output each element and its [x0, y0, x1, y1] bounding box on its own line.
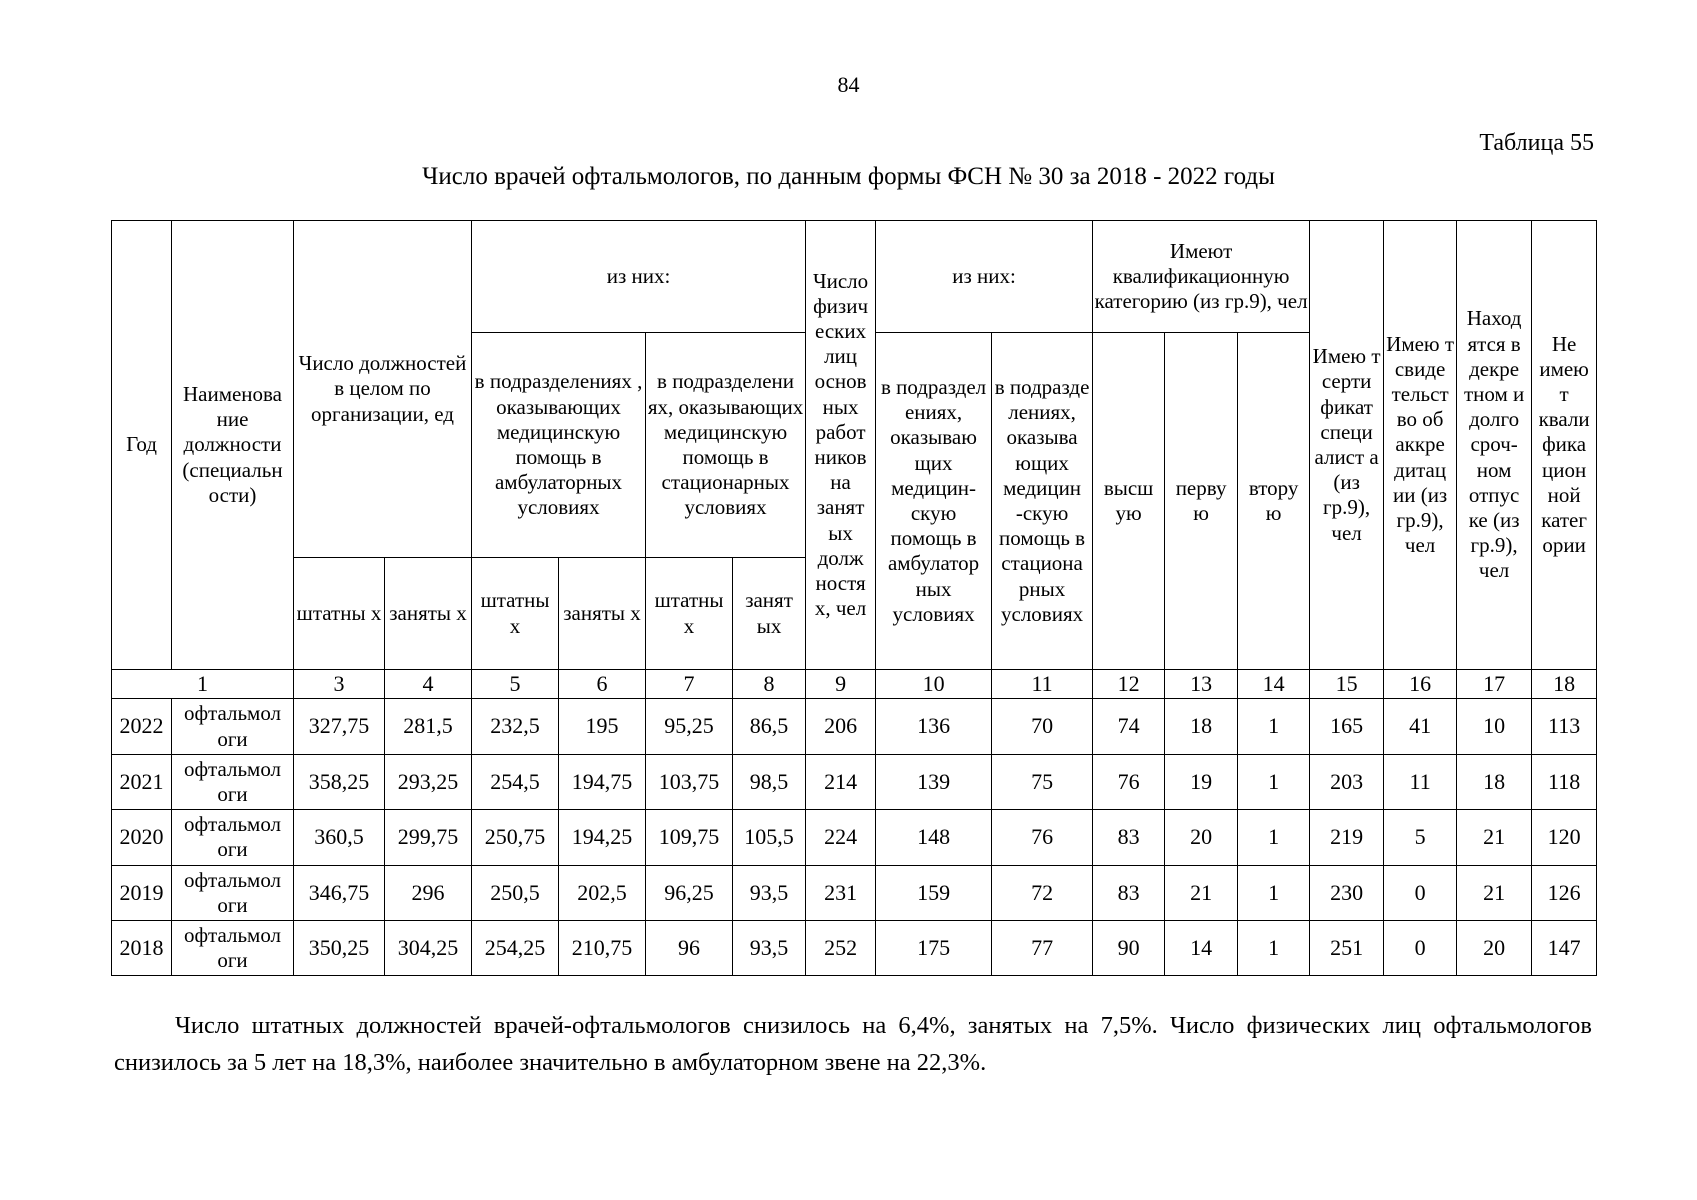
column-number: 12 — [1093, 670, 1165, 699]
header-first: перву ю — [1165, 333, 1238, 670]
table-row — [112, 920, 1597, 975]
cell-col-3: 358,25 — [294, 754, 385, 809]
cell-col-5: 254,25 — [472, 920, 559, 975]
cell-col-12: 83 — [1093, 810, 1165, 865]
cell-col-7: 95,25 — [646, 699, 733, 754]
row-year: 2020 — [112, 810, 172, 865]
header-position-name: Наименова ние должности (специальн ости) — [172, 221, 294, 670]
row-position-name: офтальмол оги — [172, 754, 294, 809]
cell-col-6: 210,75 — [559, 920, 646, 975]
header-occupied-6: заняты х — [559, 558, 646, 670]
page-number: 84 — [837, 72, 860, 97]
cell-col-15: 203 — [1310, 754, 1384, 809]
header-inpatient-units: в подразделени ях, оказывающих медицинскую помощь в стационарных условиях — [646, 333, 806, 558]
header-highest: высш ую — [1093, 333, 1165, 670]
table-row — [112, 810, 1597, 865]
column-number: 18 — [1532, 670, 1597, 699]
cell-col-15: 251 — [1310, 920, 1384, 975]
cell-col-17: 21 — [1457, 865, 1532, 920]
table-row — [112, 754, 1597, 809]
cell-col-11: 77 — [992, 920, 1093, 975]
cell-col-13: 21 — [1165, 865, 1238, 920]
table-label: Таблица 55 — [1479, 130, 1594, 156]
cell-col-9: 224 — [806, 810, 876, 865]
header-pp-inpatient: в подразде лениях, оказыва ющих медицин -скую помощь в стациона рных условиях — [992, 333, 1093, 670]
cell-col-7: 103,75 — [646, 754, 733, 809]
column-number: 16 — [1384, 670, 1457, 699]
table-body — [112, 699, 1597, 976]
cell-col-13: 14 — [1165, 920, 1238, 975]
cell-col-11: 76 — [992, 810, 1093, 865]
cell-col-6: 202,5 — [559, 865, 646, 920]
cell-col-3: 327,75 — [294, 699, 385, 754]
ophthalmologists-table — [111, 220, 1597, 976]
row-position-name: офтальмол оги — [172, 865, 294, 920]
row-position-name: офтальмол оги — [172, 920, 294, 975]
header-of-them-1: из них: — [472, 221, 806, 333]
header-outpatient-units: в подразделениях , оказывающих медицинскую помощь в амбулаторных условиях — [472, 333, 646, 558]
column-number: 6 — [559, 670, 646, 699]
cell-col-6: 194,25 — [559, 810, 646, 865]
cell-col-7: 109,75 — [646, 810, 733, 865]
cell-col-18: 147 — [1532, 920, 1597, 975]
cell-col-16: 0 — [1384, 865, 1457, 920]
cell-col-9: 252 — [806, 920, 876, 975]
cell-col-15: 230 — [1310, 865, 1384, 920]
table-title: Число врачей офтальмологов, по данным формы ФСН № 30 за 2018 - 2022 годы — [422, 163, 1275, 190]
cell-col-3: 346,75 — [294, 865, 385, 920]
cell-col-14: 1 — [1238, 920, 1310, 975]
cell-col-4: 293,25 — [385, 754, 472, 809]
column-number: 11 — [992, 670, 1093, 699]
header-of-them-2: из них: — [876, 221, 1093, 333]
cell-col-9: 214 — [806, 754, 876, 809]
row-year: 2019 — [112, 865, 172, 920]
cell-col-16: 5 — [1384, 810, 1457, 865]
cell-col-8: 93,5 — [733, 920, 806, 975]
cell-col-10: 139 — [876, 754, 992, 809]
header-leave: Наход ятся в декре тном и долго сроч- ном отпус ке (из гр.9), чел — [1457, 221, 1532, 670]
cell-col-12: 90 — [1093, 920, 1165, 975]
cell-col-8: 105,5 — [733, 810, 806, 865]
cell-col-18: 113 — [1532, 699, 1597, 754]
cell-col-4: 281,5 — [385, 699, 472, 754]
row-year: 2018 — [112, 920, 172, 975]
cell-col-18: 120 — [1532, 810, 1597, 865]
header-second: втору ю — [1238, 333, 1310, 670]
cell-col-6: 195 — [559, 699, 646, 754]
header-occupied-4: заняты х — [385, 558, 472, 670]
cell-col-16: 11 — [1384, 754, 1457, 809]
cell-col-3: 360,5 — [294, 810, 385, 865]
column-number: 15 — [1310, 670, 1384, 699]
cell-col-5: 232,5 — [472, 699, 559, 754]
row-year: 2022 — [112, 699, 172, 754]
summary-paragraph: Число штатных должностей врачей-офтальмологов снизилось на 6,4%, занятых на 7,5%. Число физических лиц офтальмологов снизилось за 5 лет на 18,3%, наиболее значительно в амбулаторном звене на 22,3%. — [114, 1012, 1592, 1076]
cell-col-13: 18 — [1165, 699, 1238, 754]
header-staff-5: штатны х — [472, 558, 559, 670]
table-row — [112, 865, 1597, 920]
header-certificate: Имею т серти фикат специ алист а (из гр.9), чел — [1310, 221, 1384, 670]
cell-col-5: 254,5 — [472, 754, 559, 809]
cell-col-4: 296 — [385, 865, 472, 920]
cell-col-13: 20 — [1165, 810, 1238, 865]
column-number: 7 — [646, 670, 733, 699]
header-year: Год — [112, 221, 172, 670]
cell-col-10: 136 — [876, 699, 992, 754]
cell-col-10: 175 — [876, 920, 992, 975]
column-number: 1 — [112, 670, 294, 699]
cell-col-11: 75 — [992, 754, 1093, 809]
header-no-category: Не имею т квали фика цион ной катег ории — [1532, 221, 1597, 670]
cell-col-5: 250,75 — [472, 810, 559, 865]
cell-col-13: 19 — [1165, 754, 1238, 809]
cell-col-7: 96 — [646, 920, 733, 975]
cell-col-12: 74 — [1093, 699, 1165, 754]
cell-col-6: 194,75 — [559, 754, 646, 809]
cell-col-14: 1 — [1238, 699, 1310, 754]
cell-col-17: 18 — [1457, 754, 1532, 809]
cell-col-8: 98,5 — [733, 754, 806, 809]
header-staff-7: штатны х — [646, 558, 733, 670]
header-accreditation: Имею т свиде тельст во об аккре дитац ии (из гр.9), чел — [1384, 221, 1457, 670]
column-number: 13 — [1165, 670, 1238, 699]
header-staff-3: штатны х — [294, 558, 385, 670]
column-number: 5 — [472, 670, 559, 699]
cell-col-14: 1 — [1238, 865, 1310, 920]
column-number: 17 — [1457, 670, 1532, 699]
cell-col-4: 299,75 — [385, 810, 472, 865]
cell-col-18: 118 — [1532, 754, 1597, 809]
header-qualification: Имеют квалификационную категорию (из гр.9), чел — [1093, 221, 1310, 333]
cell-col-12: 83 — [1093, 865, 1165, 920]
cell-col-17: 20 — [1457, 920, 1532, 975]
cell-col-7: 96,25 — [646, 865, 733, 920]
cell-col-3: 350,25 — [294, 920, 385, 975]
cell-col-11: 70 — [992, 699, 1093, 754]
cell-col-10: 148 — [876, 810, 992, 865]
cell-col-4: 304,25 — [385, 920, 472, 975]
cell-col-9: 231 — [806, 865, 876, 920]
cell-col-17: 21 — [1457, 810, 1532, 865]
cell-col-16: 0 — [1384, 920, 1457, 975]
cell-col-12: 76 — [1093, 754, 1165, 809]
table-row — [112, 699, 1597, 754]
header-occupied-8: занят ых — [733, 558, 806, 670]
cell-col-14: 1 — [1238, 810, 1310, 865]
header-positions-total: Число должностей в целом по организации, ед — [294, 221, 472, 558]
cell-col-8: 86,5 — [733, 699, 806, 754]
column-number: 10 — [876, 670, 992, 699]
cell-col-18: 126 — [1532, 865, 1597, 920]
header-pp-outpatient: в подраздел ениях, оказываю щих медицин- скую помощь в амбулатор ных условиях — [876, 333, 992, 670]
column-number: 14 — [1238, 670, 1310, 699]
cell-col-10: 159 — [876, 865, 992, 920]
row-position-name: офтальмол оги — [172, 699, 294, 754]
column-number: 9 — [806, 670, 876, 699]
column-number-row — [112, 670, 1597, 699]
header-physical-persons: Число физич еских лиц основ ных работ ников на занят ых долж ностя х, чел — [806, 221, 876, 670]
cell-col-16: 41 — [1384, 699, 1457, 754]
cell-col-15: 219 — [1310, 810, 1384, 865]
row-year: 2021 — [112, 754, 172, 809]
cell-col-5: 250,5 — [472, 865, 559, 920]
column-number: 8 — [733, 670, 806, 699]
column-number: 4 — [385, 670, 472, 699]
cell-col-9: 206 — [806, 699, 876, 754]
cell-col-17: 10 — [1457, 699, 1532, 754]
row-position-name: офтальмол оги — [172, 810, 294, 865]
cell-col-14: 1 — [1238, 754, 1310, 809]
cell-col-15: 165 — [1310, 699, 1384, 754]
cell-col-11: 72 — [992, 865, 1093, 920]
cell-col-8: 93,5 — [733, 865, 806, 920]
column-number: 3 — [294, 670, 385, 699]
